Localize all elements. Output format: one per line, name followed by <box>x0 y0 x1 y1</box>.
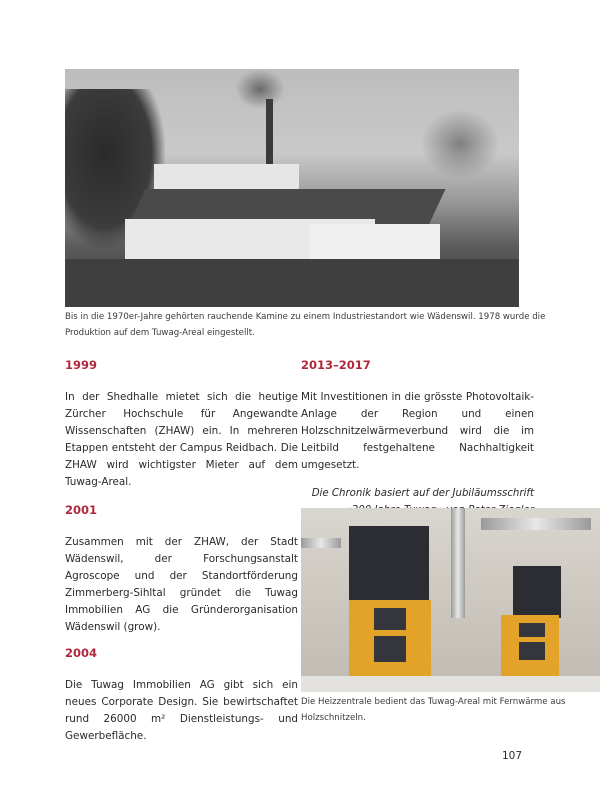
source-credit: Die Chronik basiert auf der Jubiläumsschrift <box>311 488 534 499</box>
photo-smoke <box>235 69 285 109</box>
photo-pipe <box>451 508 465 618</box>
year-heading: 2004 <box>65 646 98 660</box>
entry-text: Mit Investitionen in die grösste Photovoltaik-Anlage der Region und einen Holzschnitzelwärmeverbund wird die im Leitbild festgehaltene Nachhaltigkeit umgesetzt. <box>301 391 534 471</box>
entry-text: Die Tuwag Immobilien AG gibt sich ein neues Corporate Design. Sie bewirtschaftet rund 26000 m² Dienstleistungs- und Gewerbefläche. <box>65 679 298 742</box>
photo-boiler-right-top <box>513 566 561 618</box>
year-heading: 1999 <box>65 358 98 372</box>
chronicle-entry <box>301 356 534 474</box>
entry-text: In der Shedhalle mietet sich die heutige Zürcher Hochschule für Angewandte Wissenschaften (ZHAW) ein. In mehreren Etappen entsteht der Campus Reidbach. Die ZHAW wird wichtigster Mieter auf dem Tuwag-Areal. <box>65 391 298 488</box>
year-heading: 2001 <box>65 503 98 517</box>
photo-boiler-door <box>374 636 406 662</box>
page-number: 107 <box>502 750 523 762</box>
photo-boiler-door <box>374 608 406 630</box>
bottom-photo-caption: Die Heizzentrale bedient das Tuwag-Areal mit Fernwärme aus Holzschnitzeln. <box>301 697 566 723</box>
year-heading: 2013–2017 <box>301 358 371 372</box>
chronicle-entry <box>65 644 298 745</box>
photo-boiler-left-top <box>349 526 429 602</box>
photo-smoke-distant <box>420 109 500 179</box>
photo-ground <box>65 259 519 307</box>
photo-boiler-door <box>519 623 545 637</box>
factory-historic-photo <box>65 69 519 307</box>
chronicle-right-column <box>301 356 534 519</box>
photo-pipe <box>481 518 591 530</box>
chronicle-entry <box>65 501 298 636</box>
photo-boiler-door <box>519 642 545 660</box>
chronicle-entry <box>65 356 298 491</box>
entry-text: Zusammen mit der ZHAW, der Stadt Wädenswil, der Forschungsanstalt Agroscope und der Standortförderung Zimmerberg-Sihltal gründet die Tuwag Immobilien AG die Gründerorganisation Wädenswil (grow). <box>65 536 298 633</box>
top-photo-caption: Bis in die 1970er-Jahre gehörten rauchende Kamine zu einem Industriestandort wie Wädenswil. 1978 wurde die Produktion auf dem Tuwag-Areal eingestellt. <box>65 312 546 338</box>
chronicle-left-column <box>65 356 298 753</box>
photo-pipe <box>301 538 341 548</box>
photo-wing-building <box>310 224 440 259</box>
photo-floor <box>301 676 600 692</box>
heating-plant-photo <box>301 508 600 692</box>
